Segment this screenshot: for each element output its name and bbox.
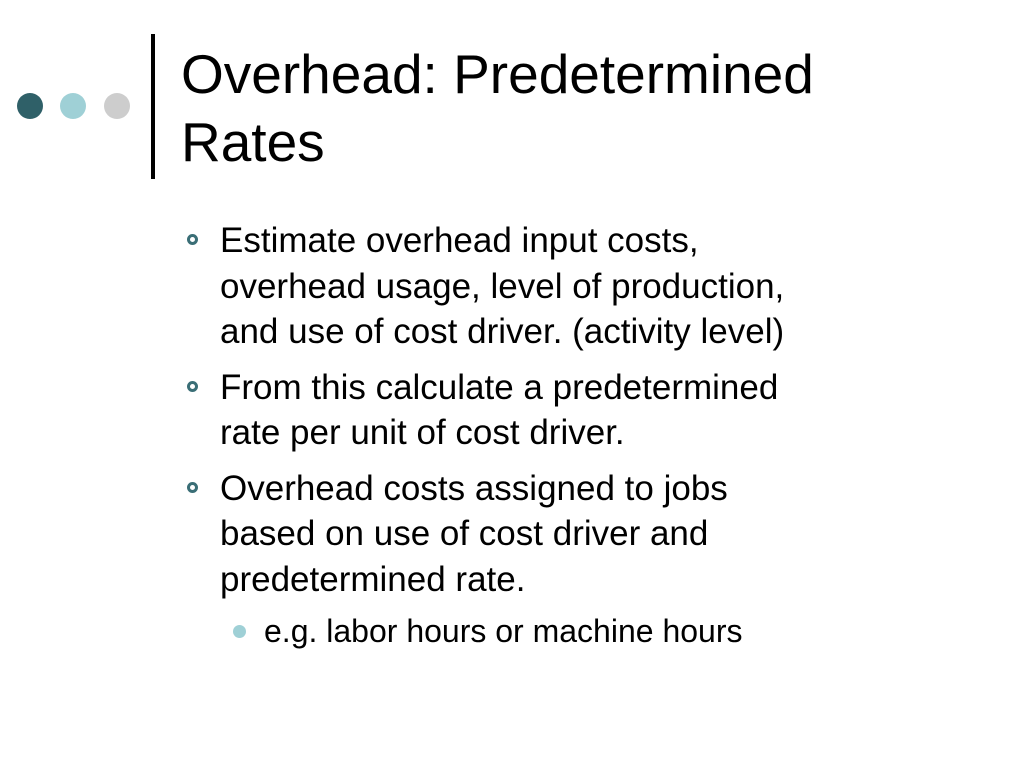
bullet-line: overhead usage, level of production,	[220, 266, 785, 306]
bullet-line: From this calculate a predetermined	[220, 367, 779, 407]
bullet-line: predetermined rate.	[220, 559, 526, 599]
bullet-item	[187, 466, 1007, 603]
bullet-line: and use of cost driver. (activity level)	[220, 312, 785, 351]
bullet-item	[187, 365, 1007, 456]
sub-bullet-item	[233, 610, 1007, 652]
title-divider	[151, 34, 155, 179]
bullet-line: based on use of cost driver and	[220, 514, 709, 553]
bullet-list	[187, 218, 1007, 652]
ring-bullet-icon	[187, 482, 198, 493]
sub-bullet-text: e.g. labor hours or machine hours	[264, 613, 743, 649]
bullet-line: Overhead costs assigned to jobs	[220, 468, 728, 508]
bullet-item	[187, 218, 1007, 355]
dark-teal-dot	[17, 93, 43, 119]
bullet-line: Estimate overhead input costs,	[220, 221, 699, 260]
light-teal-dot	[60, 93, 86, 119]
title-line: Rates	[181, 111, 325, 173]
dot-bullet-icon	[233, 625, 246, 638]
ring-bullet-icon	[187, 381, 198, 392]
gray-dot	[104, 93, 130, 119]
bullet-line: rate per unit of cost driver.	[220, 413, 625, 452]
ring-bullet-icon	[187, 234, 198, 245]
title-line: Overhead: Predetermined	[181, 43, 814, 105]
slide-title	[181, 40, 1001, 176]
